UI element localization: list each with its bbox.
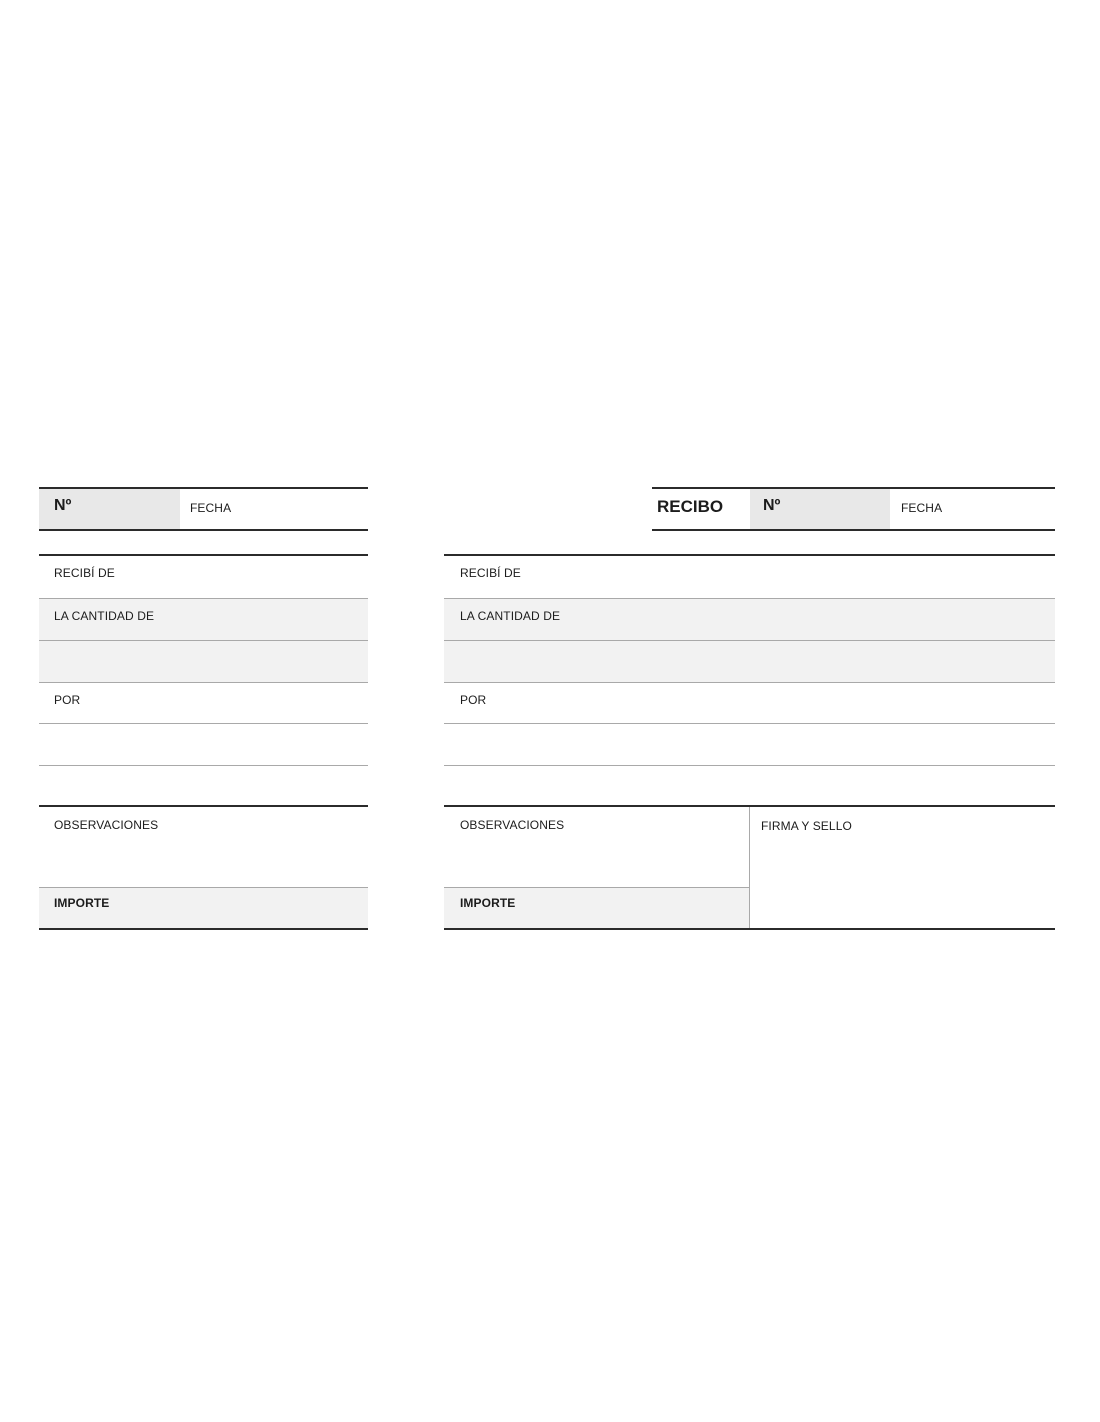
stub-for-field-line3[interactable] <box>39 766 368 805</box>
stub-number-label: Nº <box>54 497 72 514</box>
stub-received-from-label: RECIBÍ DE <box>54 566 115 580</box>
stub-amount-label: LA CANTIDAD DE <box>54 609 155 623</box>
stub-date-label: FECHA <box>190 501 232 515</box>
receipt-for-field-line2[interactable] <box>444 724 1055 766</box>
receipt-signature-label: FIRMA Y SELLO <box>761 819 852 833</box>
stub-total-label: IMPORTE <box>54 896 110 910</box>
stub-header <box>39 487 368 531</box>
stub-amount-field[interactable] <box>39 599 368 641</box>
receipt-title: RECIBO <box>657 497 724 516</box>
receipt-received-from-field[interactable] <box>444 556 1055 599</box>
receipt-header <box>652 487 1055 531</box>
stub-amount-field-line2[interactable] <box>39 641 368 683</box>
receipt-total-label: IMPORTE <box>460 896 516 910</box>
receipt-received-from-label: RECIBÍ DE <box>460 566 521 580</box>
receipt-title-cell <box>652 489 750 529</box>
receipt-for-field[interactable] <box>444 683 1055 724</box>
stub-for-field[interactable] <box>39 683 368 724</box>
stub-for-label: POR <box>54 693 81 707</box>
receipt-for-label: POR <box>460 693 487 707</box>
stub-total-field[interactable] <box>39 888 368 930</box>
stub-for-field-line2[interactable] <box>39 724 368 766</box>
receipt-amount-field-line2[interactable] <box>444 641 1055 683</box>
receipt-observations-field[interactable] <box>444 807 749 888</box>
receipt-total-field[interactable] <box>444 888 749 928</box>
receipt-signature-field[interactable] <box>750 807 1055 928</box>
stub-observations-field[interactable] <box>39 807 368 888</box>
receipt-observations-label: OBSERVACIONES <box>460 818 565 832</box>
stub-number-cell[interactable] <box>39 489 180 529</box>
receipt-date-label: FECHA <box>901 501 943 515</box>
receipt-number-cell[interactable] <box>750 489 890 529</box>
stub-date-cell[interactable] <box>180 489 368 529</box>
receipt-bottom-rule <box>444 928 1055 930</box>
receipt-amount-field[interactable] <box>444 599 1055 641</box>
stub-received-from-field[interactable] <box>39 556 368 599</box>
receipt-number-label: Nº <box>763 497 781 514</box>
stub-observations-label: OBSERVACIONES <box>54 818 159 832</box>
receipt-date-cell[interactable] <box>890 489 1055 529</box>
receipt-for-field-line3[interactable] <box>444 766 1055 805</box>
receipt-amount-label: LA CANTIDAD DE <box>460 609 561 623</box>
